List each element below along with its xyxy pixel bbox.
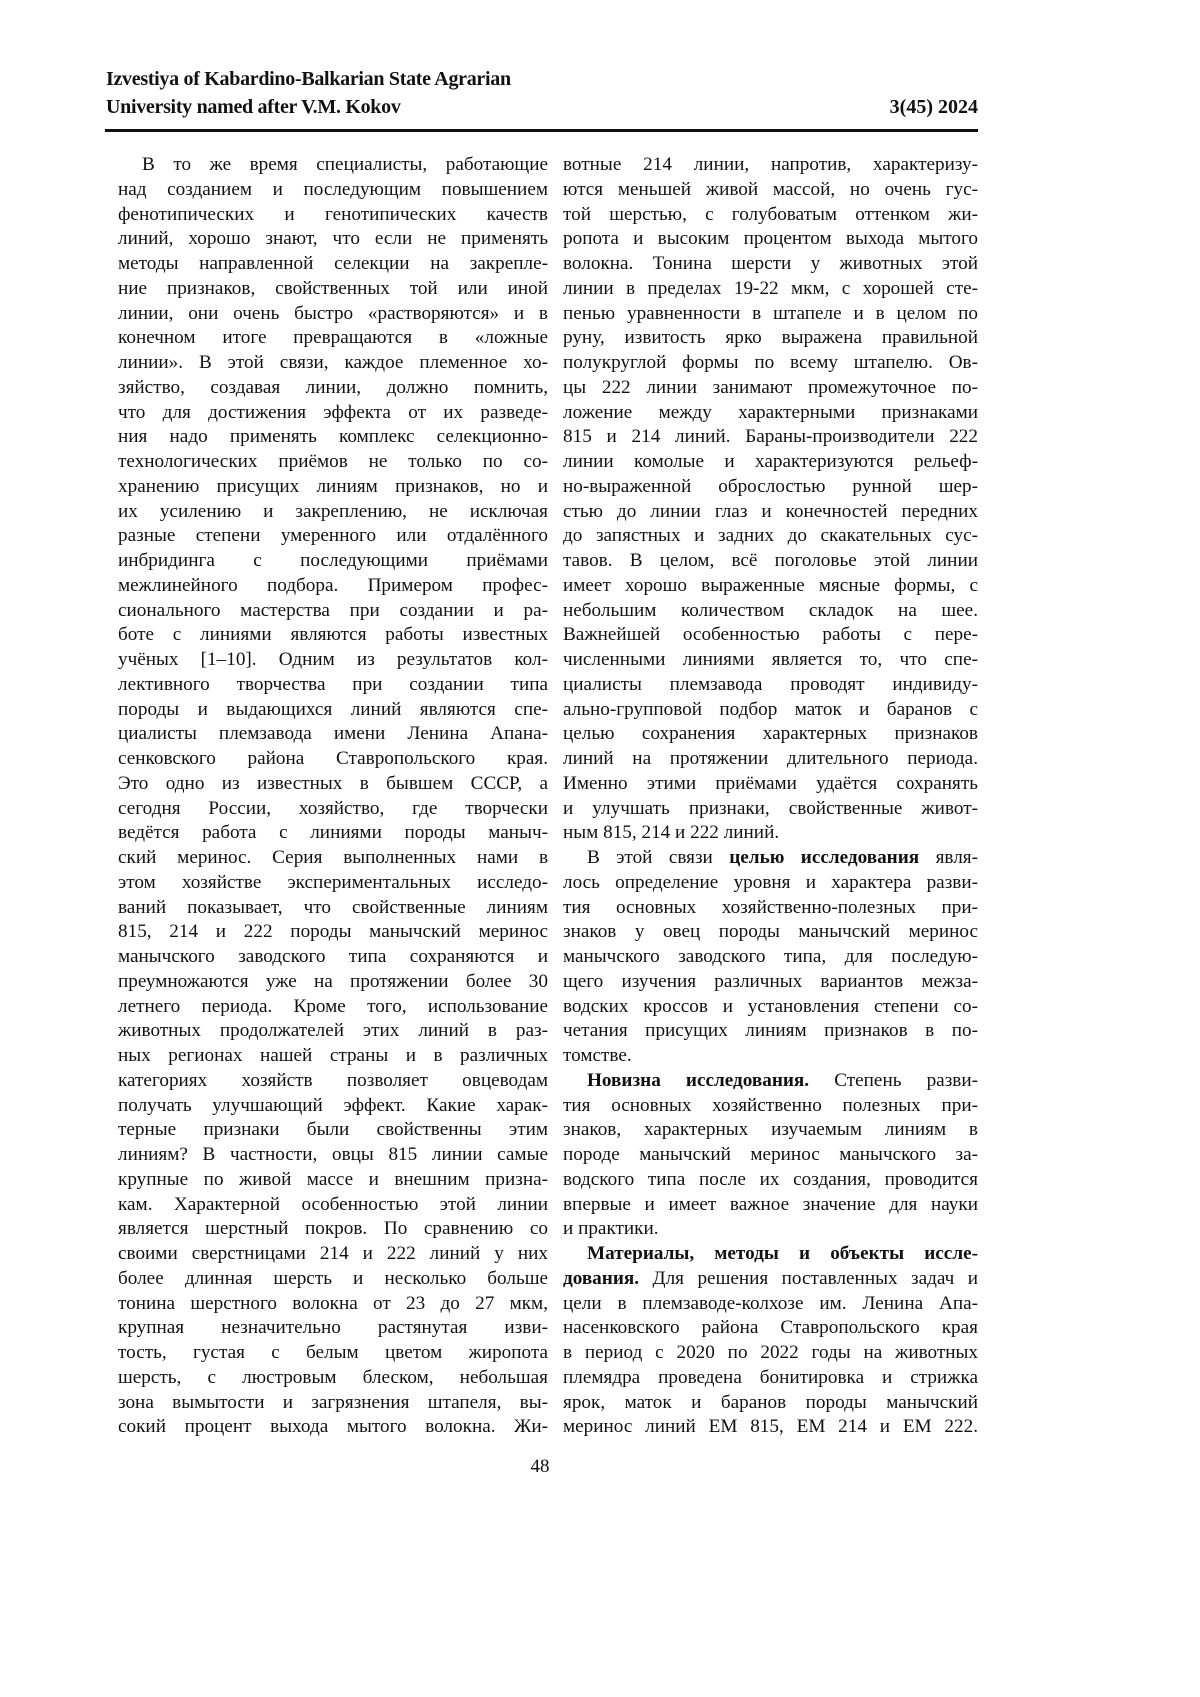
line-text: численными линиями является то, что спе-	[563, 649, 978, 670]
text-line	[118, 277, 548, 302]
text-line	[563, 1316, 978, 1341]
text-line	[118, 821, 548, 846]
text-line	[118, 574, 548, 599]
text-line	[563, 252, 978, 277]
line-text: небольшим количеством складок на шее.	[563, 600, 978, 621]
text-line	[563, 920, 978, 945]
line-text: но-выраженной оброслостью рунной шер-	[563, 476, 978, 497]
text-line	[118, 871, 548, 896]
line-text: боте с линиями являются работы известных	[118, 624, 548, 645]
line-text: этом хозяйстве экспериментальных исследо-	[118, 872, 548, 893]
line-text: линий на протяжении длительного периода.	[563, 748, 978, 769]
text-line	[563, 475, 978, 500]
line-text: Степень разви-	[809, 1070, 978, 1091]
line-text: четания присущих линиям признаков в по-	[563, 1020, 978, 1041]
text-line	[563, 797, 978, 822]
text-line	[118, 450, 548, 475]
line-text: тия основных хозяйственно полезных при-	[563, 1095, 978, 1116]
issue-number: 3(45) 2024	[890, 96, 978, 119]
line-text: ным 815, 214 и 222 линий.	[563, 822, 779, 843]
text-line	[563, 1292, 978, 1317]
line-text: имеет хорошо выраженные мясные формы, с	[563, 575, 978, 596]
text-line	[563, 871, 978, 896]
line-text: шерсть, с люстровым блеском, небольшая	[118, 1367, 548, 1388]
text-line	[118, 1341, 548, 1366]
text-line	[118, 549, 548, 574]
line-text: крупная незначительно растянутая изви-	[118, 1317, 548, 1338]
text-line	[118, 846, 548, 871]
line-text: циалисты племзавода проводят индивиду-	[563, 674, 978, 695]
text-line	[118, 203, 548, 228]
line-text: до запястных и задних до скакательных сус-	[563, 525, 978, 546]
line-text: сенковского района Ставропольского края.	[118, 748, 548, 769]
bold-heading: дования.	[563, 1268, 639, 1289]
line-text: линий, хорошо знают, что если не применять	[118, 228, 548, 249]
line-text: что для достижения эффекта от их разведе-	[118, 402, 548, 423]
line-text: зона вымытости и загрязнения штапеля, вы-	[118, 1392, 548, 1413]
line-text: и улучшать признаки, свойственные живот-	[563, 798, 978, 819]
text-line	[563, 1267, 978, 1292]
text-line	[563, 1193, 978, 1218]
text-line	[118, 153, 548, 178]
line-text: сегодня России, хозяйство, где творчески	[118, 798, 548, 819]
line-text: 815, 214 и 222 породы манычский меринос	[118, 921, 548, 942]
text-line	[563, 821, 978, 846]
text-line	[563, 574, 978, 599]
text-line	[563, 1019, 978, 1044]
text-line	[118, 1044, 548, 1069]
line-text: циалисты племзавода имени Ленина Апана-	[118, 723, 548, 744]
journal-title-line2: University named after V.M. Kokov	[106, 96, 401, 119]
text-line	[563, 698, 978, 723]
text-line	[118, 425, 548, 450]
line-text: линиям? В частности, овцы 815 линии самые	[118, 1144, 548, 1165]
line-text: тонина шерстного волокна от 23 до 27 мкм,	[118, 1293, 548, 1314]
text-line	[118, 1193, 548, 1218]
text-line	[563, 450, 978, 475]
line-text: тавов. В целом, всё поголовье этой линии	[563, 550, 978, 571]
line-text: насенковского района Ставропольского края	[563, 1317, 978, 1338]
text-line	[563, 970, 978, 995]
journal-title-line1: Izvestiya of Kabardino-Balkarian State Agrarian	[106, 68, 511, 91]
line-text: преумножаются уже на протяжении более 30	[118, 971, 548, 992]
text-line	[118, 648, 548, 673]
text-line	[118, 178, 548, 203]
line-text: конечном итоге превращаются в «ложные	[118, 327, 548, 348]
text-line	[118, 326, 548, 351]
line-text: линии, они очень быстро «растворяются» и в	[118, 303, 548, 324]
text-line	[563, 401, 978, 426]
line-text: пенью уравненности в штапеле и в целом по	[563, 303, 978, 324]
line-text: методы направленной селекции на закрепле-	[118, 253, 548, 274]
line-text: лось определение уровня и характера разви-	[563, 872, 978, 893]
line-text: водского типа после их создания, проводится	[563, 1169, 978, 1190]
line-text: В этой связи	[587, 847, 729, 868]
line-text: ных регионах нашей страны и в различных	[118, 1045, 548, 1066]
text-line	[563, 599, 978, 624]
line-text: ведётся работа с линиями породы маныч-	[118, 822, 548, 843]
line-text: Именно этими приёмами удаётся сохранять	[563, 773, 978, 794]
text-line	[118, 1094, 548, 1119]
line-text: ния надо применять комплекс селекционно-	[118, 426, 548, 447]
line-text: щего изучения различных вариантов межза-	[563, 971, 978, 992]
line-text: манычского заводского типа сохраняются и	[118, 946, 548, 967]
header-rule	[105, 129, 978, 132]
line-text: меринос линий ЕМ 815, ЕМ 214 и ЕМ 222.	[563, 1416, 978, 1437]
line-text: более длинная шерсть и несколько больше	[118, 1268, 548, 1289]
line-text: породе манычский меринос манычского за-	[563, 1144, 978, 1165]
text-line	[118, 599, 548, 624]
line-text: фенотипических и генотипических качеств	[118, 204, 548, 225]
line-text: терные признаки были свойственны этим	[118, 1119, 548, 1140]
text-line	[563, 524, 978, 549]
text-line	[118, 351, 548, 376]
text-line	[563, 945, 978, 970]
line-text: линии». В этой связи, каждое племенное хо-	[118, 352, 548, 373]
line-text: тость, густая с белым цветом жиропота	[118, 1342, 548, 1363]
line-text: водских кроссов и установления степени со-	[563, 996, 978, 1017]
text-line	[563, 302, 978, 327]
page-number: 48	[0, 1456, 1080, 1478]
text-line	[118, 1391, 548, 1416]
line-text: технологических приёмов не только по со-	[118, 451, 548, 472]
line-text: стью до линии глаз и конечностей передних	[563, 501, 978, 522]
line-text: цы 222 линии занимают промежуточное по-	[563, 377, 978, 398]
left-column	[118, 153, 548, 1440]
text-line	[563, 203, 978, 228]
text-line	[563, 1366, 978, 1391]
text-line	[118, 1143, 548, 1168]
text-line	[118, 896, 548, 921]
text-line	[563, 995, 978, 1020]
text-line	[563, 623, 978, 648]
line-text: сионального мастерства при создании и ра-	[118, 600, 548, 621]
text-line	[118, 797, 548, 822]
text-line	[118, 1019, 548, 1044]
line-text: вотные 214 линии, напротив, характеризу-	[563, 154, 978, 175]
bold-heading: целью исследования	[729, 847, 919, 868]
text-line	[118, 945, 548, 970]
line-text: ние признаков, свойственных той или иной	[118, 278, 548, 299]
text-line	[563, 846, 978, 871]
text-line	[563, 1341, 978, 1366]
text-line	[118, 302, 548, 327]
text-line	[563, 1044, 978, 1069]
line-text: целью сохранения характерных признаков	[563, 723, 978, 744]
text-line	[118, 252, 548, 277]
line-text: племядра проведена бонитировка и стрижка	[563, 1367, 978, 1388]
text-line	[118, 1366, 548, 1391]
line-text: кам. Характерной особенностью этой линии	[118, 1194, 548, 1215]
text-line	[118, 475, 548, 500]
line-text: ский меринос. Серия выполненных нами в	[118, 847, 548, 868]
text-line	[118, 1168, 548, 1193]
line-text: цели в племзаводе-колхозе им. Ленина Апа-	[563, 1293, 978, 1314]
text-line	[118, 747, 548, 772]
text-line	[118, 376, 548, 401]
text-line	[563, 1415, 978, 1440]
line-text: своими сверстницами 214 и 222 линий у них	[118, 1243, 548, 1264]
line-text: летнего периода. Кроме того, использование	[118, 996, 548, 1017]
line-text: получать улучшающий эффект. Какие харак-	[118, 1095, 548, 1116]
text-line	[563, 178, 978, 203]
text-line	[118, 401, 548, 426]
line-text: их усилению и закреплению, не исключая	[118, 501, 548, 522]
line-text: линии комолые и характеризуются рельеф-	[563, 451, 978, 472]
text-line	[118, 698, 548, 723]
line-text: манычского заводского типа, для последую-	[563, 946, 978, 967]
text-line	[563, 1069, 978, 1094]
line-text: породы и выдающихся линий являются спе-	[118, 699, 548, 720]
text-line	[118, 673, 548, 698]
text-line	[118, 995, 548, 1020]
line-text: лективного творчества при создании типа	[118, 674, 548, 695]
text-line	[118, 772, 548, 797]
line-text: Важнейшей особенностью работы с пере-	[563, 624, 978, 645]
text-line	[563, 1242, 978, 1267]
line-text: полукруглой формы по всему штапелю. Ов-	[563, 352, 978, 373]
text-line	[563, 648, 978, 673]
text-line	[563, 673, 978, 698]
line-text: ропота и высоким процентом выхода мытого	[563, 228, 978, 249]
line-text: Это одно из известных в бывшем СССР, а	[118, 773, 548, 794]
right-column	[563, 153, 978, 1440]
line-text: разные степени умеренного или отдалённого	[118, 525, 548, 546]
text-line	[118, 920, 548, 945]
line-text: животных продолжателей этих линий в раз-	[118, 1020, 548, 1041]
text-line	[118, 623, 548, 648]
line-text: ярок, маток и баранов породы манычский	[563, 1392, 978, 1413]
text-line	[563, 896, 978, 921]
line-text: и практики.	[563, 1218, 659, 1239]
line-text: сокий процент выхода мытого волокна. Жи-	[118, 1416, 548, 1437]
line-text: руну, извитость ярко выражена правильной	[563, 327, 978, 348]
line-text: ложение между характерными признаками	[563, 402, 978, 423]
line-text: тия основных хозяйственно-полезных при-	[563, 897, 978, 918]
text-line	[563, 1143, 978, 1168]
text-line	[118, 500, 548, 525]
line-text: над созданием и последующим повышением	[118, 179, 548, 200]
text-line	[563, 425, 978, 450]
line-text: Для решения поставленных задач и	[639, 1268, 978, 1289]
line-text: знаков, характерных изучаемым линиям в	[563, 1119, 978, 1140]
text-line	[563, 772, 978, 797]
line-text: впервые и имеет важное значение для науки	[563, 1194, 978, 1215]
line-text: ваний показывает, что свойственные линиям	[118, 897, 548, 918]
line-text: знаков у овец породы манычский меринос	[563, 921, 978, 942]
text-line	[563, 1094, 978, 1119]
text-line	[563, 326, 978, 351]
line-text: волокна. Тонина шерсти у животных этой	[563, 253, 978, 274]
line-text: крупные по живой массе и внешним призна-	[118, 1169, 548, 1190]
text-line	[118, 722, 548, 747]
line-text: учёных [1–10]. Одним из результатов кол-	[118, 649, 548, 670]
bold-heading: Материалы, методы и объекты иссле-	[587, 1243, 978, 1264]
text-line	[118, 227, 548, 252]
line-text: той шерстью, с голубоватым оттенком жи-	[563, 204, 978, 225]
bold-heading: Новизна исследования.	[587, 1070, 809, 1091]
text-line	[563, 1391, 978, 1416]
text-line	[563, 1217, 978, 1242]
text-line	[563, 227, 978, 252]
line-text: 815 и 214 линий. Бараны-производители 222	[563, 426, 978, 447]
text-line	[118, 1316, 548, 1341]
text-line	[563, 1168, 978, 1193]
text-line	[118, 1415, 548, 1440]
text-line	[563, 500, 978, 525]
text-line	[563, 376, 978, 401]
text-line	[118, 524, 548, 549]
text-line	[563, 722, 978, 747]
text-line	[118, 1242, 548, 1267]
line-text: в период с 2020 по 2022 годы на животных	[563, 1342, 978, 1363]
text-line	[563, 1118, 978, 1143]
text-line	[563, 747, 978, 772]
text-line	[563, 351, 978, 376]
text-line	[118, 970, 548, 995]
line-text: категориях хозяйств позволяет овцеводам	[118, 1070, 548, 1091]
text-line	[118, 1118, 548, 1143]
line-text: межлинейного подбора. Примером профес-	[118, 575, 548, 596]
text-line	[563, 549, 978, 574]
text-line	[118, 1267, 548, 1292]
line-text: хранению присущих линиям признаков, но и	[118, 476, 548, 497]
line-text: инбридинга с последующими приёмами	[118, 550, 548, 571]
text-line	[563, 153, 978, 178]
line-text: ются меньшей живой массой, но очень гус-	[563, 179, 978, 200]
line-text: В то же время специалисты, работающие	[142, 154, 548, 175]
text-line	[118, 1217, 548, 1242]
line-text: зяйство, создавая линии, должно помнить,	[118, 377, 548, 398]
line-text: является шерстный покров. По сравнению со	[118, 1218, 548, 1239]
text-line	[563, 277, 978, 302]
line-text: линии в пределах 19-22 мкм, с хорошей сте-	[563, 278, 978, 299]
text-line	[118, 1292, 548, 1317]
line-text: томстве.	[563, 1045, 632, 1066]
text-line	[118, 1069, 548, 1094]
line-text: явля-	[919, 847, 978, 868]
line-text: ально-групповой подбор маток и баранов с	[563, 699, 978, 720]
